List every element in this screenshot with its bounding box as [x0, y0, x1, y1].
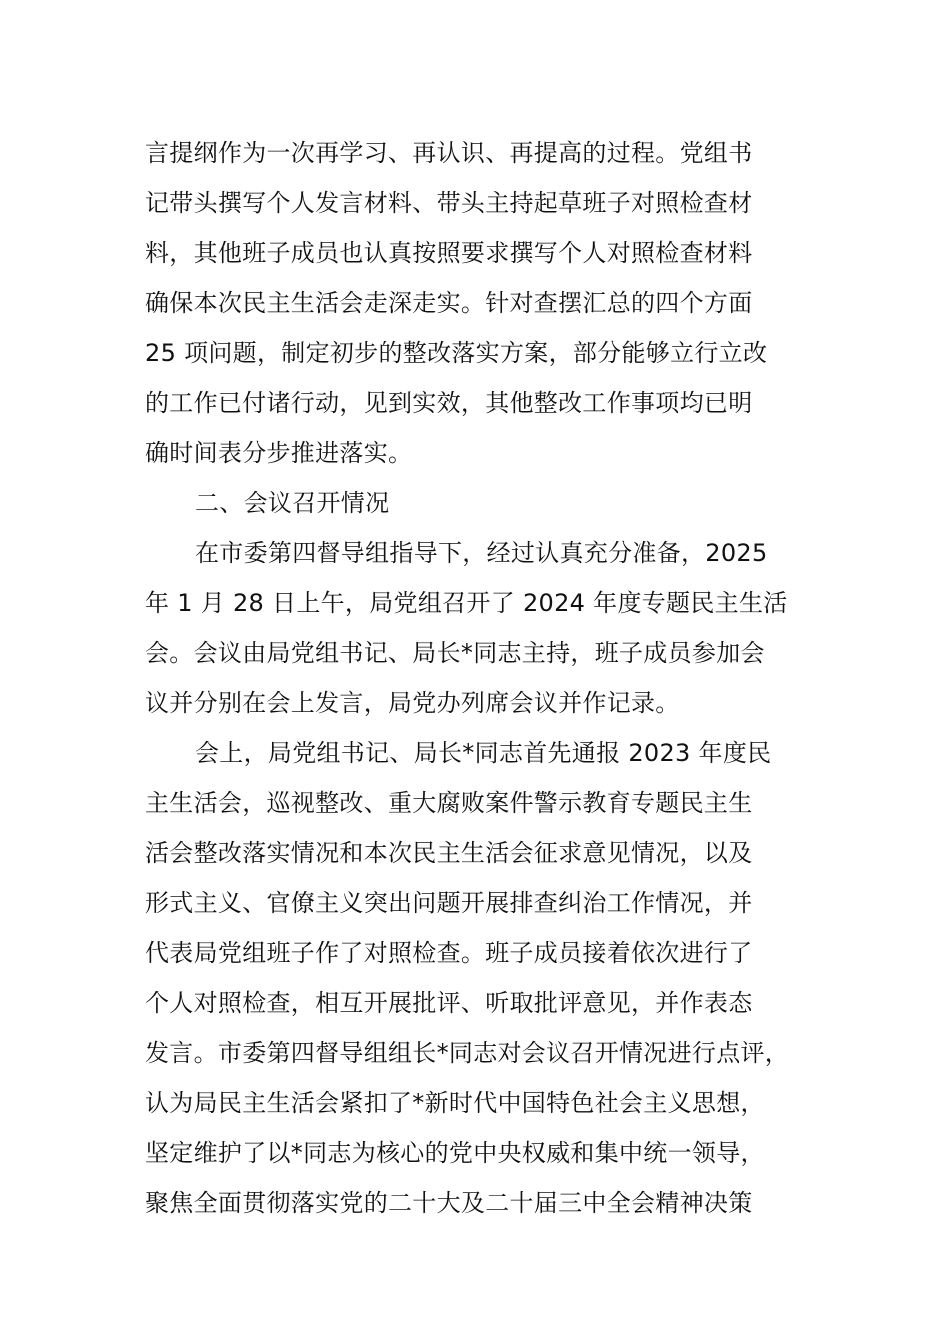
text-line: 发言。市委第四督导组组长*同志对会议召开情况进行点评， — [145, 1039, 790, 1067]
text-line: 聚焦全面贯彻落实党的二十大及二十届三中全会精神决策 — [145, 1189, 753, 1217]
text-line: 会。会议由局党组书记、局长*同志主持，班子成员参加会 — [145, 639, 765, 667]
text-line: 主生活会，巡视整改、重大腐败案件警示教育专题民主生 — [145, 789, 753, 817]
text-line: 年 1 月 28 日上午，局党组召开了 2024 年度专题民主生活 — [145, 589, 788, 617]
text-line: 25 项问题，制定初步的整改落实方案，部分能够立行立改 — [145, 339, 768, 367]
text-line: 记带头撰写个人发言材料、带头主持起草班子对照检查材 — [145, 189, 753, 217]
text-line: 会上，局党组书记、局长*同志首先通报 2023 年度民 — [195, 739, 772, 767]
text-line: 活会整改落实情况和本次民主生活会征求意见情况，以及 — [145, 839, 753, 867]
text-line: 言提纲作为一次再学习、再认识、再提高的过程。党组书 — [145, 139, 753, 167]
text-line: 议并分别在会上发言，局党办列席会议并作记录。 — [145, 689, 680, 717]
text-line: 形式主义、官僚主义突出问题开展排查纠治工作情况，并 — [145, 889, 753, 917]
text-line: 料，其他班子成员也认真按照要求撰写个人对照检查材料 — [145, 239, 753, 267]
text-line: 认为局民主生活会紧扣了*新时代中国特色社会主义思想， — [145, 1089, 765, 1117]
text-line: 确保本次民主生活会走深走实。针对查摆汇总的四个方面 — [145, 289, 753, 317]
text-line: 的工作已付诸行动，见到实效，其他整改工作事项均已明 — [145, 389, 753, 417]
text-line: 坚定维护了以*同志为核心的党中央权威和集中统一领导， — [145, 1139, 765, 1167]
body-text — [145, 128, 845, 1228]
text-line: 确时间表分步推进落实。 — [145, 439, 413, 467]
text-line: 在市委第四督导组指导下，经过认真充分准备，2025 — [195, 539, 768, 567]
text-line: 个人对照检查，相互开展批评、听取批评意见，并作表态 — [145, 989, 753, 1017]
text-line: 代表局党组班子作了对照检查。班子成员接着依次进行了 — [145, 939, 753, 967]
section-heading: 二、会议召开情况 — [195, 489, 390, 517]
